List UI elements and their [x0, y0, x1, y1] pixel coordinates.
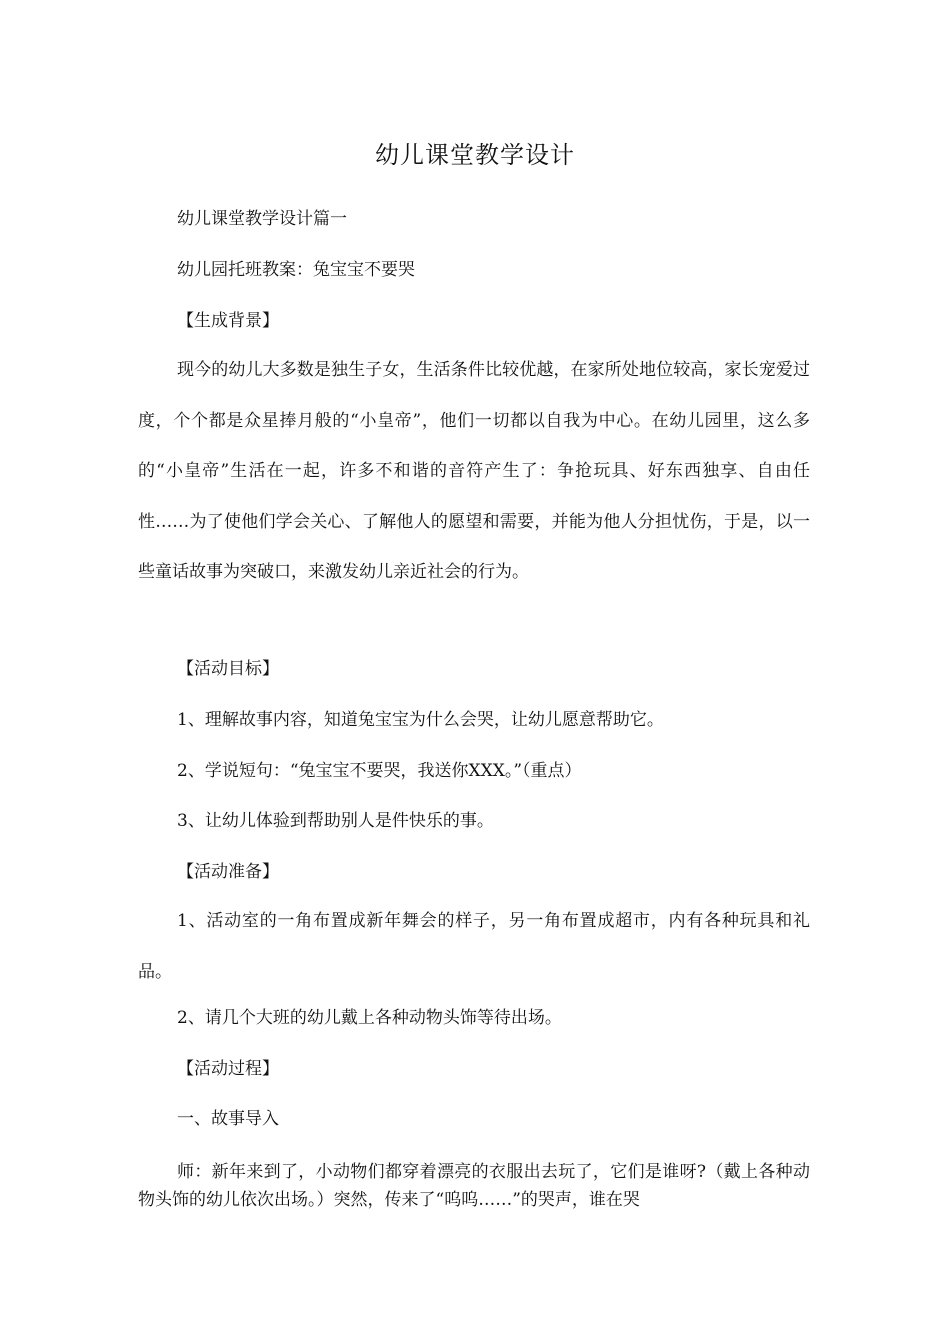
prep-item-2: 2、请几个大班的幼儿戴上各种动物头饰等待出场。: [177, 1008, 562, 1028]
document-title: 幼儿课堂教学设计: [375, 141, 575, 169]
document-subtitle: 幼儿课堂教学设计篇一: [177, 209, 347, 229]
goal-item-2: 2、学说短句：“兔宝宝不要哭，我送你XXX。”（重点）: [177, 761, 582, 781]
goal-item-1: 1、理解故事内容，知道兔宝宝为什么会哭，让幼儿愿意帮助它。: [177, 710, 664, 730]
goals-heading: 【活动目标】: [177, 659, 279, 679]
step-1-paragraph: 师：新年来到了，小动物们都穿着漂亮的衣服出去玩了，它们是谁呀?（戴上各种动物头饰的幼儿依次出场。）突然，传来了“呜呜……”的哭声，谁在哭: [138, 1162, 810, 1210]
process-heading: 【活动过程】: [177, 1059, 279, 1079]
prep-item-1: 1、活动室的一角布置成新年舞会的样子，另一角布置成超市，内有各种玩具和礼品。: [138, 911, 810, 982]
goal-item-3: 3、让幼儿体验到帮助别人是件快乐的事。: [177, 811, 494, 831]
background-paragraph: 现今的幼儿大多数是独生子女，生活条件比较优越，在家所处地位较高，家长宠爱过度，个个都是众星捧月般的“小皇帝”，他们一切都以自我为中心。在幼儿园里，这么多的“小皇帝”生活在一起，许多不和谐的音符产生了：争抢玩具、好东西独享、自由任性……为了使他们学会关心、了解他人的愿望和需要，并能为他人分担忧伤，于是，以一些童话故事为突破口，来激发幼儿亲近社会的行为。: [138, 360, 810, 582]
step-1-heading: 一、故事导入: [177, 1109, 279, 1129]
background-heading: 【生成背景】: [177, 311, 279, 331]
lesson-name: 幼儿园托班教案：兔宝宝不要哭: [177, 260, 415, 280]
prep-heading: 【活动准备】: [177, 862, 279, 882]
